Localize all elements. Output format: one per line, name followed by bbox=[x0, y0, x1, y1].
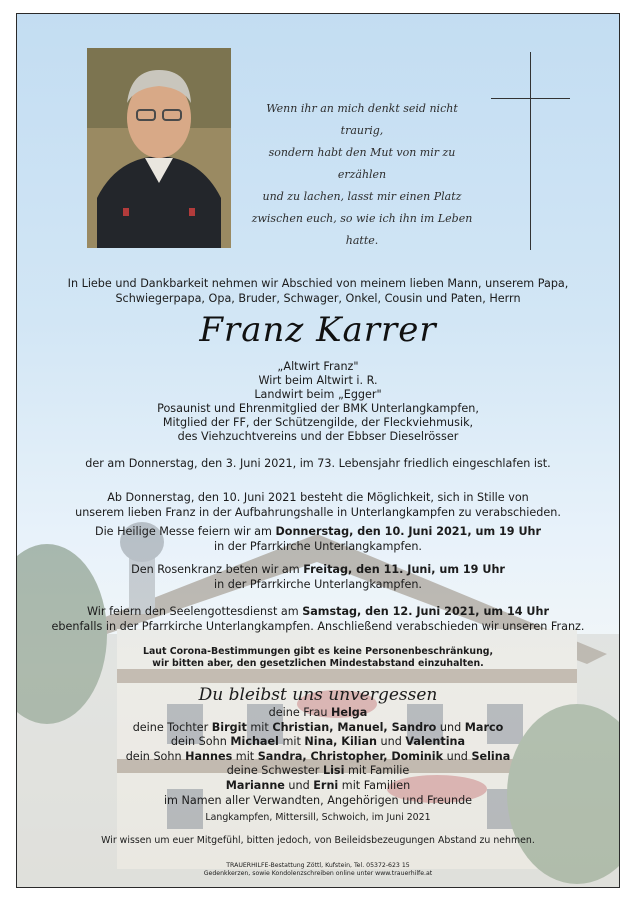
rosary-pre: Den Rosenkranz beten wir am bbox=[131, 563, 304, 576]
title-line: Landwirt beim „Egger" bbox=[254, 388, 382, 401]
intro-line: In Liebe und Dankbarkeit nehmen wir Abschied von meinem lieben Mann, unserem Papa, bbox=[67, 277, 569, 290]
poem-line: zwischen euch, so wie ich ihn im Leben hatte. bbox=[251, 212, 473, 247]
footer-line: Gedenkkerzen, sowie Kondolenzschreiben online unter www.trauerhilfe.at bbox=[203, 870, 433, 877]
corona-line: wir bitten aber, den gesetzlichen Mindestabstand einzuhalten. bbox=[152, 658, 484, 669]
cross-icon-bar bbox=[491, 98, 570, 99]
place-date bbox=[17, 812, 619, 824]
death-line: der am Donnerstag, den 3. Juni 2021, im 73. Lebensjahr friedlich eingeschlafen ist. bbox=[85, 457, 551, 470]
mass-line bbox=[17, 524, 619, 539]
family-line-son-hannes: dein Sohn Hannes mit Sandra, Christopher, Dominik und Selina bbox=[125, 749, 511, 763]
family-line-relatives: Marianne und Erni mit Familien bbox=[225, 778, 411, 792]
corona-notice bbox=[17, 646, 619, 670]
mass-date: Donnerstag, den 10. Juni 2021, um 19 Uhr bbox=[275, 525, 542, 538]
mass-pre: Die Heilige Messe feiern wir am bbox=[94, 525, 276, 538]
family-line-all: im Namen aller Verwandten, Angehörigen und Freunde bbox=[163, 793, 473, 807]
poem-line: und zu lachen, lasst mir einen Platz bbox=[262, 190, 462, 203]
rosary-date: Freitag, den 11. Juni, um 19 Uhr bbox=[303, 563, 505, 576]
family-list bbox=[17, 706, 619, 808]
farewell-line: Ab Donnerstag, den 10. Juni 2021 besteht die Möglichkeit, sich in Stille von bbox=[107, 491, 529, 504]
rosary-line bbox=[17, 562, 619, 577]
farewell-line: unserem lieben Franz in der Aufbahrungshalle in Unterlangkampfen zu verabschieden. bbox=[75, 506, 561, 519]
farewell-notice bbox=[17, 490, 619, 520]
place-date-line: Langkampfen, Mittersill, Schwoich, im Juni 2021 bbox=[205, 812, 431, 823]
death-notice bbox=[17, 456, 619, 471]
poem-line: sondern habt den Mut von mir zu erzählen bbox=[268, 146, 456, 181]
mass-notice bbox=[17, 524, 619, 554]
requiem-location: ebenfalls in der Pfarrkirche Unterlangkampfen. Anschließend verabschieden wir unseren Franz. bbox=[51, 620, 585, 633]
poem-line: Wenn ihr an mich denkt seid nicht traurig, bbox=[266, 102, 458, 137]
requiem-pre: Wir feiern den Seelengottesdienst am bbox=[86, 605, 303, 618]
deceased-name: Franz Karrer bbox=[199, 310, 437, 350]
condolence-line: Wir wissen um euer Mitgefühl, bitten jedoch, von Beileidsbezeugungen Abstand zu nehmen. bbox=[101, 835, 535, 846]
mass-location: in der Pfarrkirche Unterlangkampfen. bbox=[214, 540, 422, 553]
intro-line: Schwiegerpapa, Opa, Bruder, Schwager, Onkel, Cousin und Paten, Herrn bbox=[115, 292, 521, 305]
footer bbox=[17, 862, 619, 878]
family-line-daughter: deine Tochter Birgit mit Christian, Manuel, Sandro und Marco bbox=[132, 720, 504, 734]
intro-text bbox=[17, 276, 619, 306]
requiem-line bbox=[17, 604, 619, 619]
title-line: Mitglied der FF, der Schützengilde, der Fleckviehmusik, bbox=[162, 416, 474, 429]
rosary-location: in der Pfarrkirche Unterlangkampfen. bbox=[214, 578, 422, 591]
rosary-notice bbox=[17, 562, 619, 592]
footer-line: TRAUERHILFE-Bestattung Zöttl, Kufstein, Tel. 05372-623 15 bbox=[226, 862, 410, 869]
cross-icon bbox=[530, 52, 531, 250]
title-line: des Viehzuchtvereins und der Ebbser Dieselrösser bbox=[177, 430, 459, 443]
family-line-son-michael: dein Sohn Michael mit Nina, Kilian und Valentina bbox=[170, 735, 466, 749]
portrait-photo bbox=[87, 48, 231, 248]
title-line: „Altwirt Franz" bbox=[277, 360, 359, 373]
titles-list bbox=[17, 360, 619, 444]
corona-line: Laut Corona-Bestimmungen gibt es keine Personenbeschränkung, bbox=[142, 646, 494, 657]
title-line: Posaunist und Ehrenmitglied der BMK Unterlangkampfen, bbox=[157, 402, 479, 415]
family-line-sister: deine Schwester Lisi mit Familie bbox=[226, 764, 410, 778]
obituary-card bbox=[16, 13, 620, 888]
portrait-figure bbox=[87, 48, 231, 248]
title-line: Wirt beim Altwirt i. R. bbox=[258, 374, 378, 387]
unvergessen-heading: Du bleibst uns unvergessen bbox=[198, 685, 438, 705]
requiem-date: Samstag, den 12. Juni 2021, um 14 Uhr bbox=[302, 605, 549, 618]
memorial-poem bbox=[249, 98, 475, 252]
requiem-notice bbox=[17, 604, 619, 634]
condolence-note bbox=[17, 835, 619, 847]
family-line-wife: deine Frau Helga bbox=[268, 706, 368, 719]
